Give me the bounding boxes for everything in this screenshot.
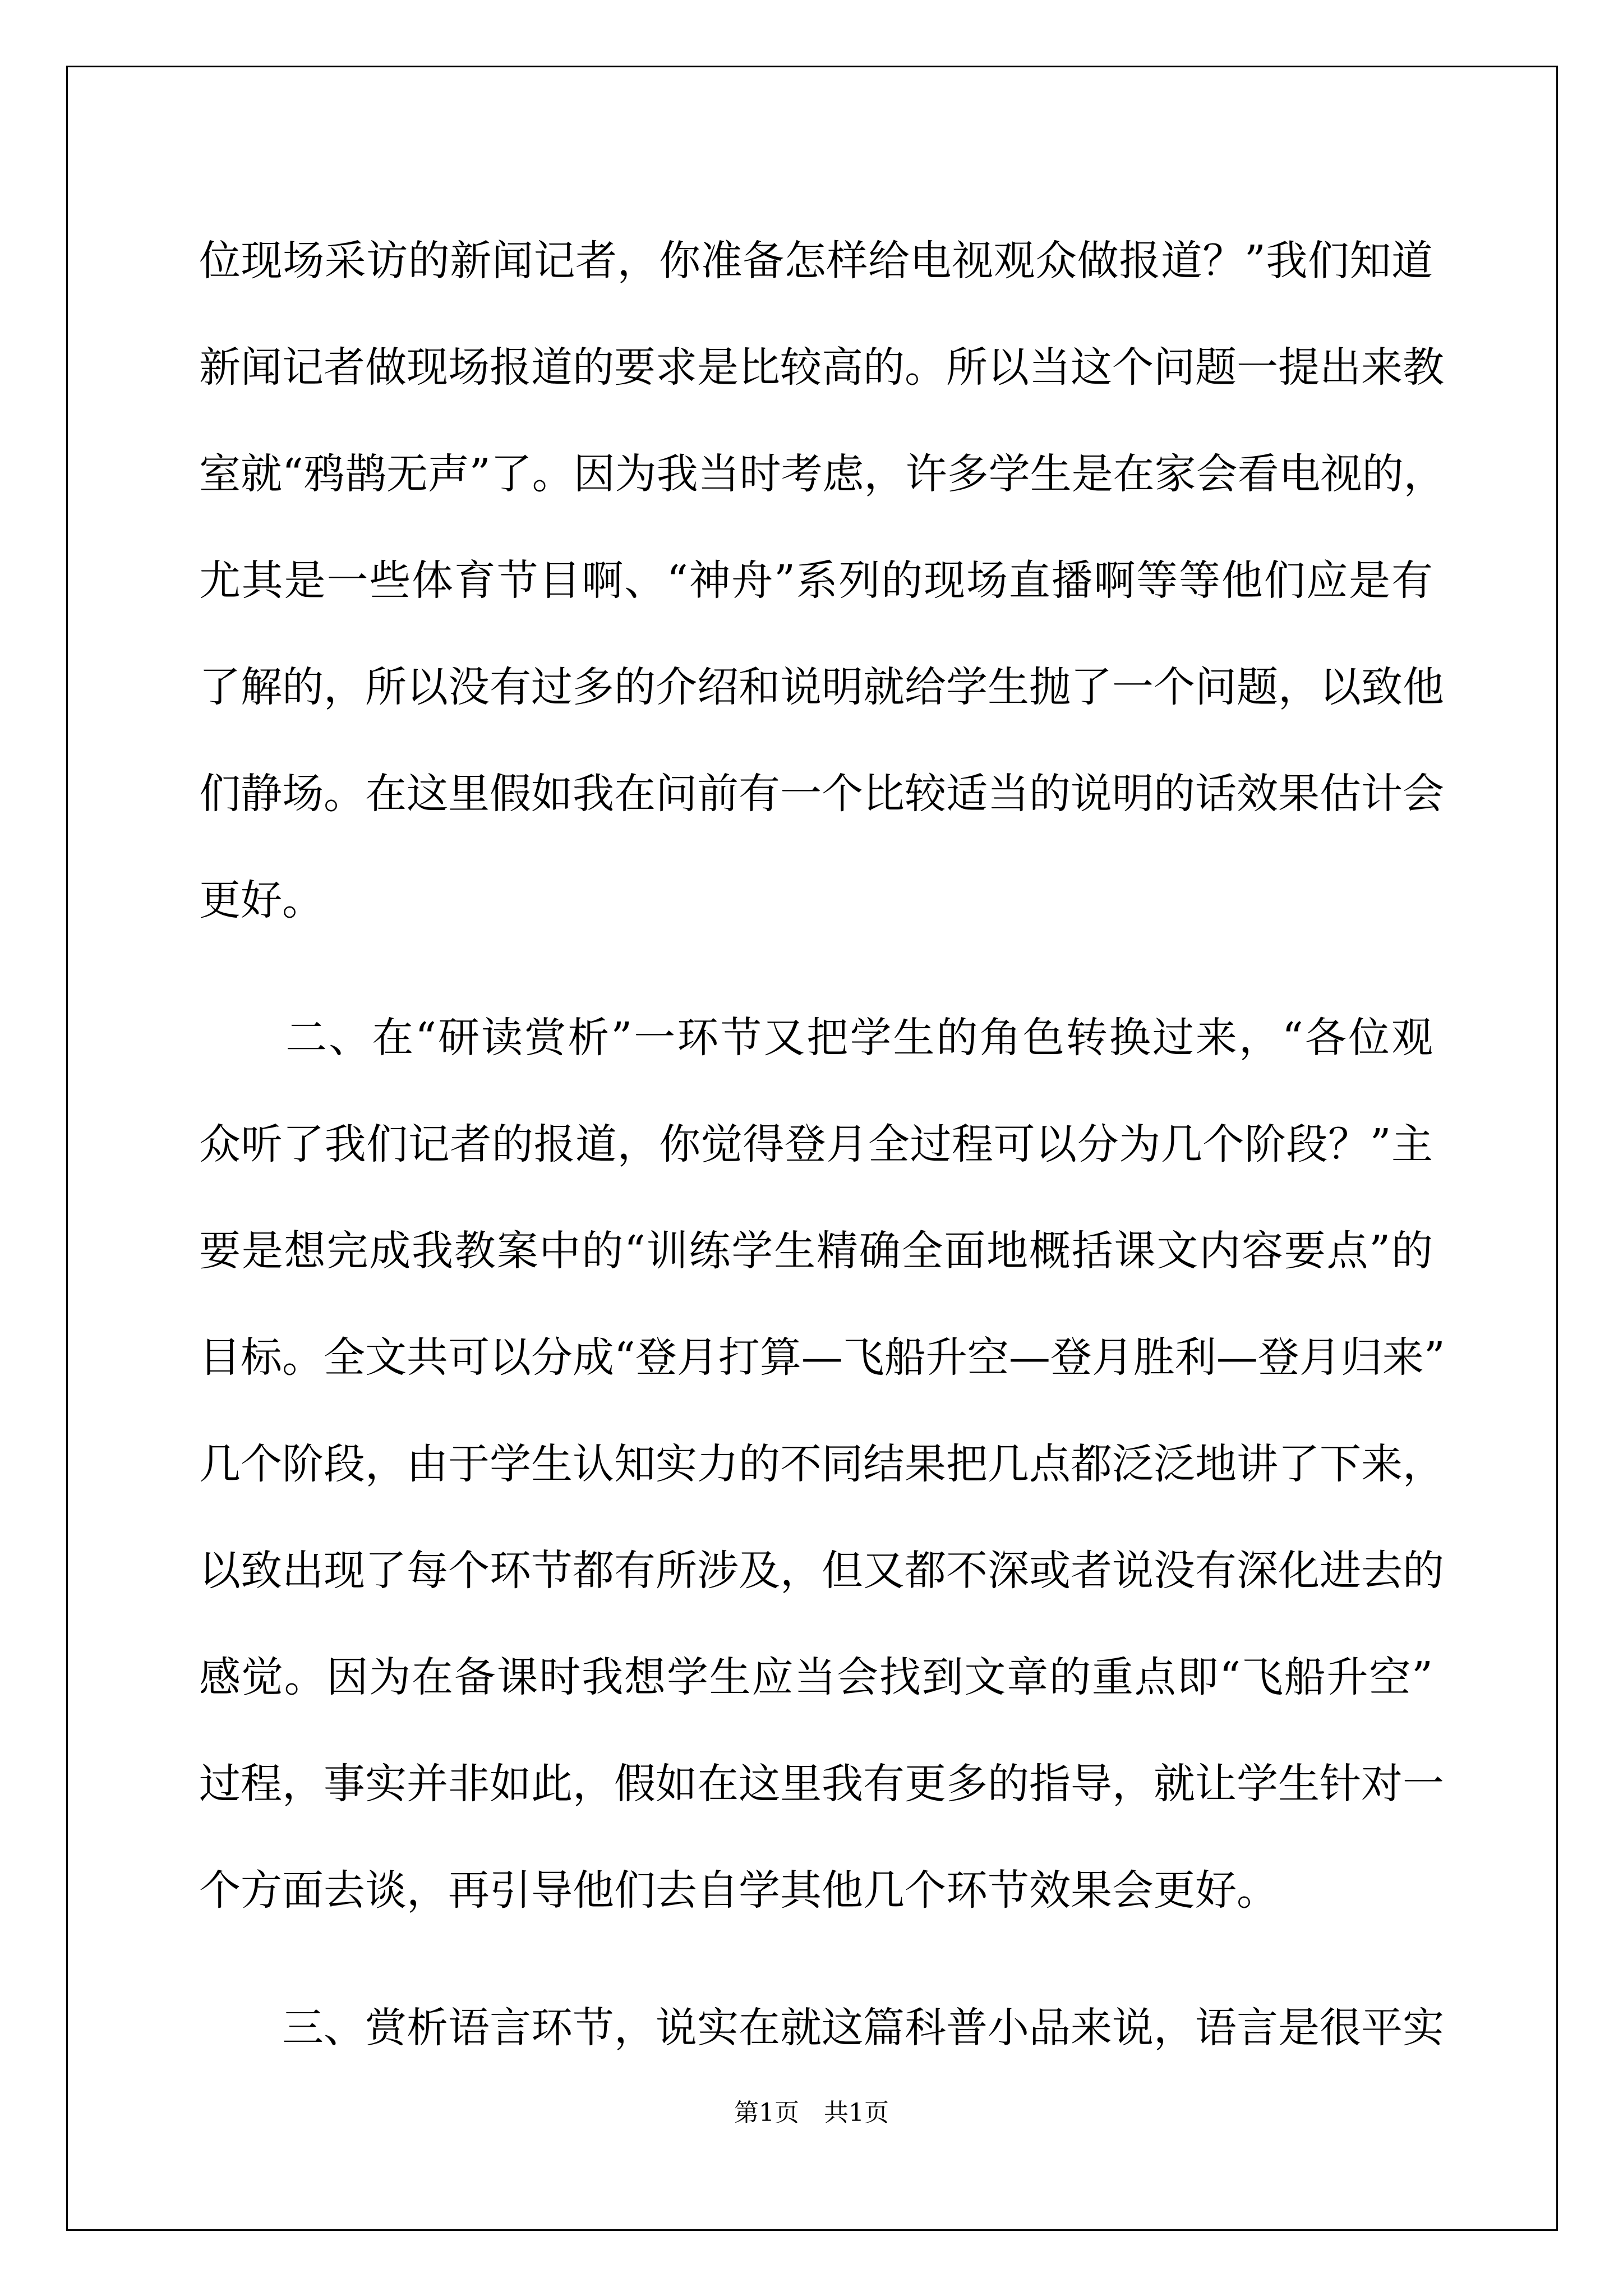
- text-line: 过程，事实并非如此，假如在这里我有更多的指导，就让学生针对一: [199, 1760, 1444, 1808]
- text-line: 新闻记者做现场报道的要求是比较高的。所以当这个问题一提出来教: [199, 343, 1444, 392]
- paragraph-gap: [199, 954, 1433, 984]
- text-line: 要是想完成我教案中的“训练学生精确全面地概括课文内容要点”的: [199, 1227, 1433, 1275]
- text-line: 了解的，所以没有过多的介绍和说明就给学生抛了一个问题，以致他: [199, 663, 1444, 711]
- text-line: 众听了我们记者的报道，你觉得登月全过程可以分为几个阶段？”主: [199, 1120, 1433, 1168]
- text-line: 感觉。因为在备课时我想学生应当会找到文章的重点即“飞船升空”: [199, 1653, 1433, 1701]
- text-line: 三、赏析语言环节，说实在就这篇科普小品来说，语言是很平实: [199, 2004, 1444, 2052]
- text-line: 室就“鸦鹊无声”了。因为我当时考虑，许多学生是在家会看电视的，: [199, 450, 1445, 498]
- text-line: 尤其是一些体育节目啊、“神舟”系列的现场直播啊等等他们应是有: [199, 556, 1433, 605]
- text-line: 更好。: [199, 876, 324, 924]
- page-footer: 第1页 共1页: [734, 2099, 889, 2127]
- text-line: 以致出现了每个环节都有所涉及，但又都不深或者说没有深化进去的: [199, 1547, 1444, 1595]
- text-line: 二、在“研读赏析”一环节又把学生的角色转换过来，“各位观: [199, 1014, 1433, 1062]
- text-line: 目标。全文共可以分成“登月打算—飞船升空—登月胜利—登月归来”: [199, 1333, 1445, 1382]
- text-line: 们静场。在这里假如我在问前有一个比较适当的说明的话效果估计会: [199, 770, 1444, 818]
- text-line: 位现场采访的新闻记者，你准备怎样给电视观众做报道？”我们知道: [199, 237, 1433, 285]
- text-line: 几个阶段，由于学生认知实力的不同结果把几点都泛泛地讲了下来，: [199, 1440, 1444, 1488]
- paragraph-gap: [199, 1944, 1433, 1975]
- text-line: 个方面去谈，再引导他们去自学其他几个环节效果会更好。: [199, 1866, 1278, 1915]
- document-body: [199, 208, 1445, 2081]
